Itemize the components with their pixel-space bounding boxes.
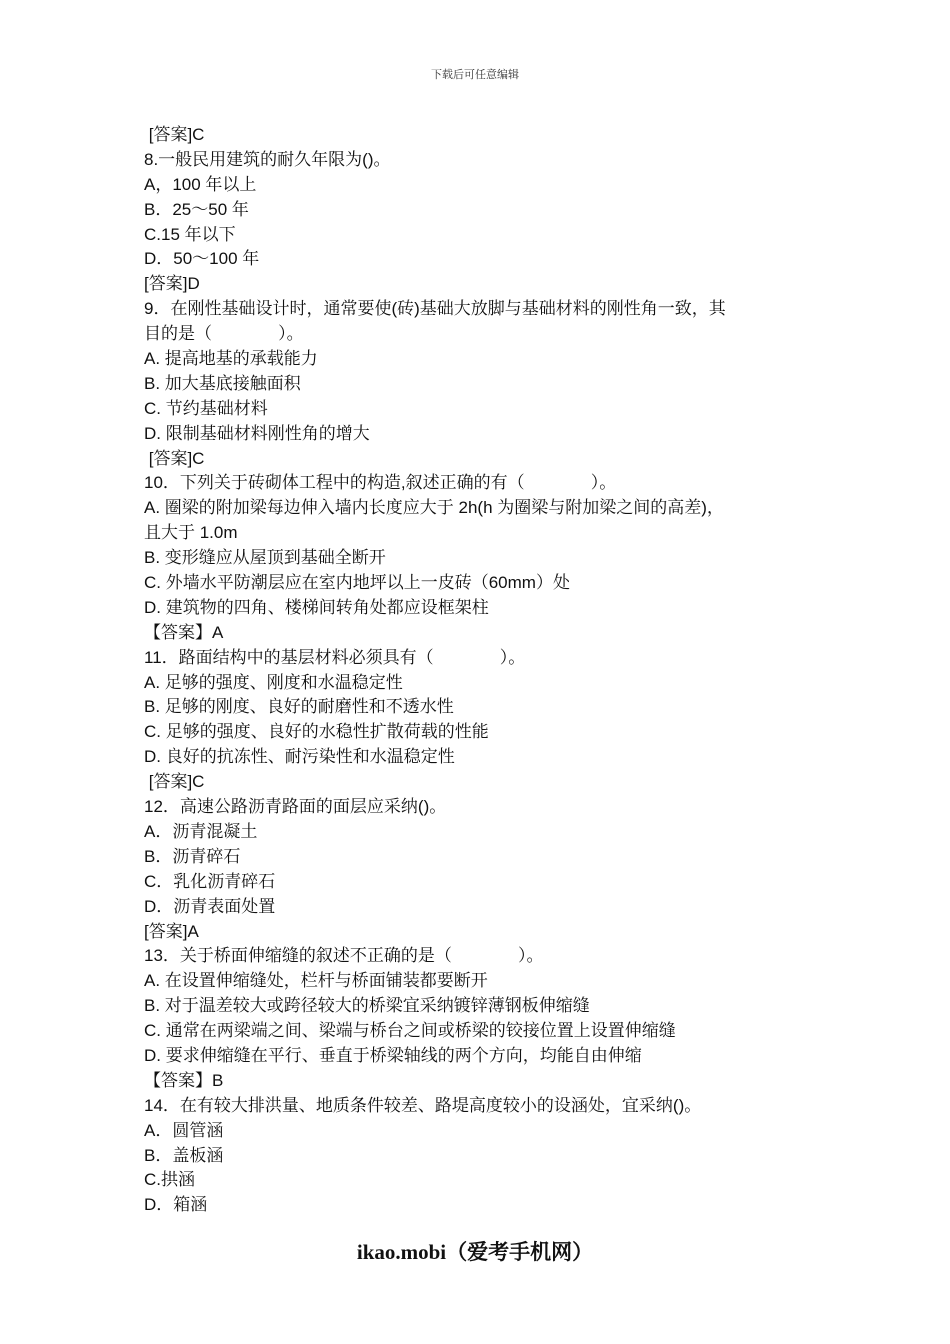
text-line: D. 限制基础材料刚性角的增大 bbox=[144, 423, 370, 443]
page-header: 下载后可任意编辑 bbox=[431, 69, 519, 81]
text-line: [答案]A bbox=[144, 921, 199, 941]
text-line: C．乳化沥青碎石 bbox=[144, 871, 276, 891]
text-line: A. 在设置伸缩缝处，栏杆与桥面铺装都要断开 bbox=[144, 971, 488, 991]
text-line: B．盖板涵 bbox=[144, 1145, 224, 1165]
text-line: D. 建筑物的四角、楼梯间转角处都应设框架柱 bbox=[144, 597, 489, 617]
text-line: 10．下列关于砖砌体工程中的构造,叙述正确的有（ ）。 bbox=[144, 473, 617, 493]
text-line: A．沥青混凝土 bbox=[144, 821, 258, 841]
text-line: 12．高速公路沥青路面的面层应采纳()。 bbox=[144, 797, 447, 817]
text-line: D．50～100 年 bbox=[144, 249, 260, 269]
text-line: 11．路面结构中的基层材料必须具有（ ）。 bbox=[144, 647, 526, 667]
text-line: D. 良好的抗冻性、耐污染性和水温稳定性 bbox=[144, 747, 455, 767]
text-line: A，100 年以上 bbox=[144, 174, 257, 194]
text-line: B．沥青碎石 bbox=[144, 846, 241, 866]
text-line: A．圆管涵 bbox=[144, 1120, 224, 1140]
text-line: B．25～50 年 bbox=[144, 199, 249, 219]
document-body bbox=[144, 123, 824, 1218]
text-line: C.15 年以下 bbox=[144, 224, 236, 244]
text-line: B. 加大基底接触面积 bbox=[144, 373, 301, 393]
text-line: [答案]D bbox=[144, 274, 200, 294]
text-line: D．沥青表面处置 bbox=[144, 896, 276, 916]
text-line: 【答案】B bbox=[144, 1070, 224, 1090]
text-line: 且大于 1.0m bbox=[144, 523, 238, 543]
text-line: D. 要求伸缩缝在平行、垂直于桥梁轴线的两个方向，均能自由伸缩 bbox=[144, 1045, 642, 1065]
text-line: C. 通常在两梁端之间、梁端与桥台之间或桥梁的铰接位置上设置伸缩缝 bbox=[144, 1021, 676, 1041]
text-line: D．箱涵 bbox=[144, 1195, 208, 1215]
text-line: C. 足够的强度、良好的水稳性扩散荷载的性能 bbox=[144, 722, 489, 742]
text-line: 13．关于桥面伸缩缝的叙述不正确的是（ ）。 bbox=[144, 946, 544, 966]
text-line: A. 足够的强度、刚度和水温稳定性 bbox=[144, 672, 403, 692]
text-line: B. 变形缝应从屋顶到基础全断开 bbox=[144, 548, 386, 568]
text-line: [答案]C bbox=[144, 448, 205, 468]
text-line: B. 对于温差较大或跨径较大的桥梁宜采纳镀锌薄钢板伸缩缝 bbox=[144, 996, 590, 1016]
text-line: [答案]C bbox=[144, 125, 205, 144]
text-line: 8.一般民用建筑的耐久年限为()。 bbox=[144, 149, 391, 169]
text-line: 目的是（ ）。 bbox=[144, 324, 304, 344]
text-line: A. 圈梁的附加梁每边伸入墙内长度应大于 2h(h 为圈梁与附加梁之间的高差)， bbox=[144, 498, 724, 518]
text-line: B. 足够的刚度、良好的耐磨性和不透水性 bbox=[144, 697, 454, 717]
text-line: A. 提高地基的承载能力 bbox=[144, 349, 318, 369]
text-line: [答案]C bbox=[144, 772, 205, 792]
text-line: C.拱涵 bbox=[144, 1170, 195, 1190]
text-line: C. 外墙水平防潮层应在室内地坪以上一皮砖（60mm）处 bbox=[144, 573, 570, 593]
text-line: 9．在刚性基础设计时，通常要使(砖)基础大放脚与基础材料的刚性角一致，其 bbox=[144, 299, 726, 319]
text-line: 14．在有较大排洪量、地质条件较差、路堤高度较小的设涵处，宜采纳()。 bbox=[144, 1095, 702, 1115]
page-footer: ikao.mobi（爱考手机网） bbox=[356, 1240, 594, 1264]
text-line: C. 节约基础材料 bbox=[144, 398, 268, 418]
text-line: 【答案】A bbox=[144, 622, 224, 642]
